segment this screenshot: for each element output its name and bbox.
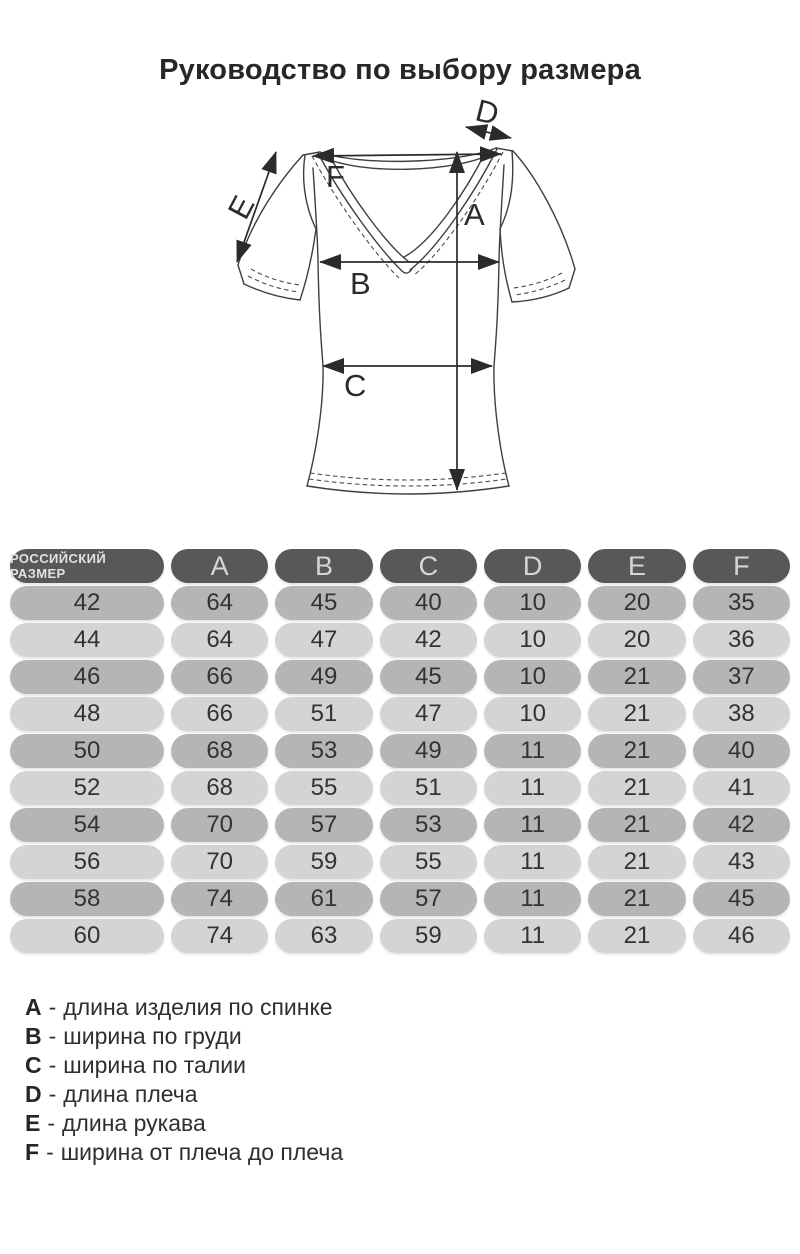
measure-cell: 47 — [380, 697, 477, 731]
legend-item — [25, 1022, 800, 1051]
legend — [25, 993, 800, 1167]
table-row — [10, 771, 790, 805]
legend-key: A — [25, 994, 42, 1020]
page-title: Руководство по выбору размера — [159, 54, 641, 86]
diagram-label-b: B — [350, 266, 371, 301]
table-row — [10, 697, 790, 731]
measure-cell: 10 — [484, 586, 581, 620]
measure-cell: 21 — [588, 808, 685, 842]
legend-key: D — [25, 1081, 42, 1107]
measure-cell: 40 — [380, 586, 477, 620]
table-row — [10, 808, 790, 842]
legend-separator: - — [48, 1023, 57, 1049]
size-cell: 52 — [10, 771, 164, 805]
measure-cell: 66 — [171, 697, 268, 731]
tshirt-outline — [238, 148, 575, 494]
legend-item — [25, 1109, 800, 1138]
measure-cell: 53 — [275, 734, 372, 768]
legend-item — [25, 993, 800, 1022]
legend-text: длина изделия по спинке — [63, 994, 333, 1020]
legend-item — [25, 1138, 800, 1167]
measure-cell: 68 — [171, 771, 268, 805]
table-row — [10, 845, 790, 879]
header-column-pill: A — [171, 549, 268, 583]
measure-cell: 63 — [275, 919, 372, 953]
legend-text: ширина по талии — [63, 1052, 246, 1078]
measure-cell: 51 — [275, 697, 372, 731]
size-cell: 42 — [10, 586, 164, 620]
measure-cell: 49 — [380, 734, 477, 768]
measure-cell: 55 — [275, 771, 372, 805]
diagram-label-e: E — [220, 189, 262, 225]
measure-cell: 45 — [275, 586, 372, 620]
measure-cell: 74 — [171, 919, 268, 953]
measure-cell: 10 — [484, 623, 581, 657]
measure-cell: 11 — [484, 919, 581, 953]
measure-cell: 21 — [588, 697, 685, 731]
measure-cell: 45 — [380, 660, 477, 694]
measure-cell: 21 — [588, 660, 685, 694]
measure-cell: 53 — [380, 808, 477, 842]
measure-cell: 42 — [380, 623, 477, 657]
measure-cell: 55 — [380, 845, 477, 879]
size-cell: 48 — [10, 697, 164, 731]
tshirt-measurement-diagram — [0, 95, 800, 547]
measure-cell: 11 — [484, 771, 581, 805]
legend-key: C — [25, 1052, 42, 1078]
legend-separator: - — [47, 1110, 56, 1136]
measure-cell: 43 — [693, 845, 790, 879]
measure-cell: 21 — [588, 771, 685, 805]
legend-separator: - — [48, 994, 57, 1020]
measure-cell: 70 — [171, 845, 268, 879]
measure-cell: 35 — [693, 586, 790, 620]
measure-cell: 61 — [275, 882, 372, 916]
measure-cell: 36 — [693, 623, 790, 657]
legend-text: ширина по груди — [63, 1023, 242, 1049]
measure-cell: 66 — [171, 660, 268, 694]
measure-cell: 46 — [693, 919, 790, 953]
measure-cell: 20 — [588, 623, 685, 657]
table-row — [10, 734, 790, 768]
table-row — [10, 660, 790, 694]
diagram-label-a: A — [464, 197, 485, 232]
measurement-labels — [221, 95, 502, 403]
measure-cell: 40 — [693, 734, 790, 768]
arrow-f — [313, 154, 501, 156]
measure-cell: 10 — [484, 660, 581, 694]
measure-cell: 21 — [588, 919, 685, 953]
measure-cell: 57 — [380, 882, 477, 916]
legend-separator: - — [48, 1052, 57, 1078]
measure-cell: 68 — [171, 734, 268, 768]
measure-cell: 45 — [693, 882, 790, 916]
legend-key: F — [25, 1139, 40, 1165]
measure-cell: 47 — [275, 623, 372, 657]
legend-item — [25, 1080, 800, 1109]
measure-cell: 21 — [588, 845, 685, 879]
table-row — [10, 586, 790, 620]
table-row — [10, 882, 790, 916]
diagram-label-c: C — [344, 368, 367, 403]
legend-separator: - — [48, 1081, 57, 1107]
table-header-row — [10, 549, 790, 583]
measure-cell: 49 — [275, 660, 372, 694]
header-column-pill: C — [380, 549, 477, 583]
size-cell: 54 — [10, 808, 164, 842]
legend-text: ширина от плеча до плеча — [60, 1139, 344, 1165]
measure-cell: 11 — [484, 734, 581, 768]
measure-cell: 21 — [588, 734, 685, 768]
size-cell: 44 — [10, 623, 164, 657]
measure-cell: 38 — [693, 697, 790, 731]
measure-cell: 11 — [484, 882, 581, 916]
legend-text: длина рукава — [62, 1110, 206, 1136]
size-cell: 46 — [10, 660, 164, 694]
measure-cell: 64 — [171, 586, 268, 620]
measure-cell: 59 — [380, 919, 477, 953]
size-cell: 56 — [10, 845, 164, 879]
measure-cell: 70 — [171, 808, 268, 842]
header-column-pill: F — [693, 549, 790, 583]
diagram-label-d: D — [472, 95, 503, 133]
legend-key: E — [25, 1110, 41, 1136]
size-diagram — [0, 95, 800, 547]
measure-cell: 57 — [275, 808, 372, 842]
measure-cell: 42 — [693, 808, 790, 842]
header-size-pill: РОССИЙСКИЙ РАЗМЕР — [10, 549, 164, 583]
table-row — [10, 623, 790, 657]
legend-separator: - — [46, 1139, 54, 1165]
legend-text: длина плеча — [63, 1081, 198, 1107]
legend-item — [25, 1051, 800, 1080]
size-cell: 58 — [10, 882, 164, 916]
measure-cell: 11 — [484, 808, 581, 842]
measure-cell: 11 — [484, 845, 581, 879]
measure-cell: 21 — [588, 882, 685, 916]
header-column-pill: B — [275, 549, 372, 583]
size-cell: 60 — [10, 919, 164, 953]
measure-cell: 74 — [171, 882, 268, 916]
header-column-pill: D — [484, 549, 581, 583]
measure-cell: 64 — [171, 623, 268, 657]
header-column-pill: E — [588, 549, 685, 583]
legend-key: B — [25, 1023, 42, 1049]
measure-cell: 51 — [380, 771, 477, 805]
measure-cell: 10 — [484, 697, 581, 731]
measure-cell: 37 — [693, 660, 790, 694]
size-table — [10, 549, 790, 953]
measure-cell: 41 — [693, 771, 790, 805]
measure-cell: 20 — [588, 586, 685, 620]
diagram-label-f: F — [326, 159, 345, 194]
size-cell: 50 — [10, 734, 164, 768]
measure-cell: 59 — [275, 845, 372, 879]
table-row — [10, 919, 790, 953]
